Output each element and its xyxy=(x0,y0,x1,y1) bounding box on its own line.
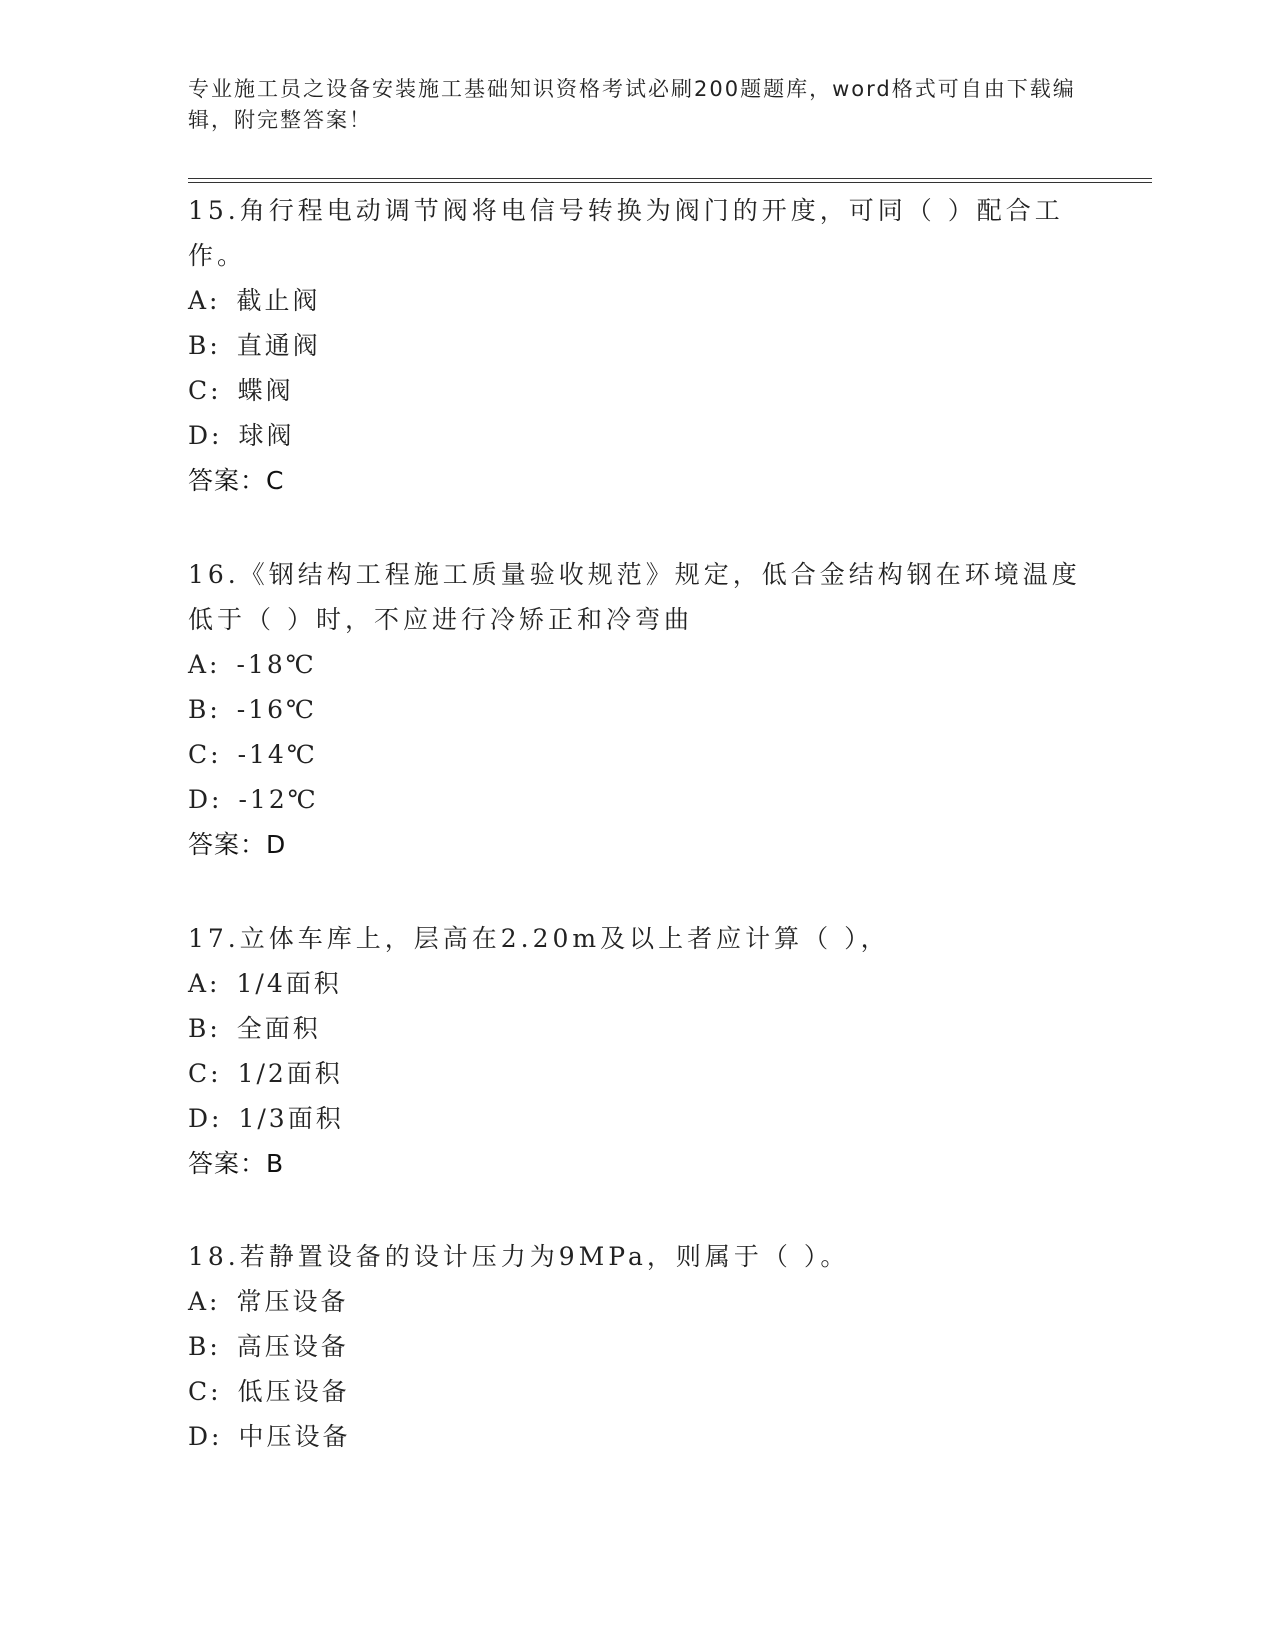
option-text: 全面积 xyxy=(236,1014,321,1043)
question-15 xyxy=(188,188,1088,503)
option-text: 高压设备 xyxy=(236,1332,349,1361)
question-18 xyxy=(188,1234,1088,1459)
question-stem: 16.《钢结构工程施工质量验收规范》规定，低合金结构钢在环境温度低于（ ）时，不应进行冷矫正和冷弯曲 xyxy=(188,560,1081,634)
question-16 xyxy=(188,552,1088,867)
question-stem: 18.若静置设备的设计压力为9MPa，则属于（ ）。 xyxy=(188,1242,850,1271)
option-text: 中压设备 xyxy=(238,1422,351,1451)
option-a xyxy=(188,1279,1088,1324)
option-text: -14℃ xyxy=(237,740,318,769)
option-d xyxy=(188,777,1088,822)
option-letter: A: xyxy=(188,969,221,998)
header-divider-bottom xyxy=(188,182,1152,183)
option-text: -12℃ xyxy=(238,785,319,814)
option-text: 常压设备 xyxy=(236,1287,349,1316)
option-c xyxy=(188,732,1088,777)
option-letter: D: xyxy=(188,1422,223,1451)
option-text: 直通阀 xyxy=(236,331,321,360)
option-letter: A: xyxy=(188,1287,221,1316)
option-letter: C: xyxy=(188,740,222,769)
option-text: 蝶阀 xyxy=(237,376,294,405)
option-letter: B: xyxy=(188,331,221,360)
option-letter: B: xyxy=(188,695,221,724)
option-b xyxy=(188,1006,1088,1051)
option-c xyxy=(188,1369,1088,1414)
option-text: 1/4面积 xyxy=(236,969,342,998)
document-header: 专业施工员之设备安装施工基础知识资格考试必刷200题题库，word格式可自由下载编辑，附完整答案！ xyxy=(188,77,1076,132)
question-stem: 17.立体车库上，层高在2.20m及以上者应计算（ ）， xyxy=(188,924,890,953)
answer-line: 答案：B xyxy=(188,1149,285,1178)
option-a xyxy=(188,642,1088,687)
option-d xyxy=(188,1096,1088,1141)
option-text: 1/2面积 xyxy=(237,1059,343,1088)
option-letter: C: xyxy=(188,1059,222,1088)
question-stem: 15.角行程电动调节阀将电信号转换为阀门的开度，可同（ ）配合工作。 xyxy=(188,196,1064,270)
option-letter: C: xyxy=(188,376,222,405)
option-b xyxy=(188,687,1088,732)
answer-line: 答案：D xyxy=(188,830,287,859)
option-b xyxy=(188,323,1088,368)
option-letter: D: xyxy=(188,1104,223,1133)
answer-line: 答案：C xyxy=(188,466,285,495)
option-text: 球阀 xyxy=(238,421,295,450)
option-a xyxy=(188,278,1088,323)
option-c xyxy=(188,368,1088,413)
option-letter: B: xyxy=(188,1014,221,1043)
option-letter: A: xyxy=(188,286,221,315)
option-text: -16℃ xyxy=(236,695,318,724)
option-text: 1/3面积 xyxy=(238,1104,344,1133)
option-d xyxy=(188,1414,1088,1459)
option-text: 低压设备 xyxy=(237,1377,350,1406)
option-b xyxy=(188,1324,1088,1369)
option-letter: D: xyxy=(188,785,223,814)
option-text: -18℃ xyxy=(236,650,317,679)
option-c xyxy=(188,1051,1088,1096)
option-a xyxy=(188,961,1088,1006)
option-d xyxy=(188,413,1088,458)
option-text: 截止阀 xyxy=(236,286,321,315)
option-letter: B: xyxy=(188,1332,221,1361)
option-letter: C: xyxy=(188,1377,222,1406)
option-letter: A: xyxy=(188,650,221,679)
header-divider-top xyxy=(188,178,1152,179)
option-letter: D: xyxy=(188,421,223,450)
question-17 xyxy=(188,916,1088,1186)
